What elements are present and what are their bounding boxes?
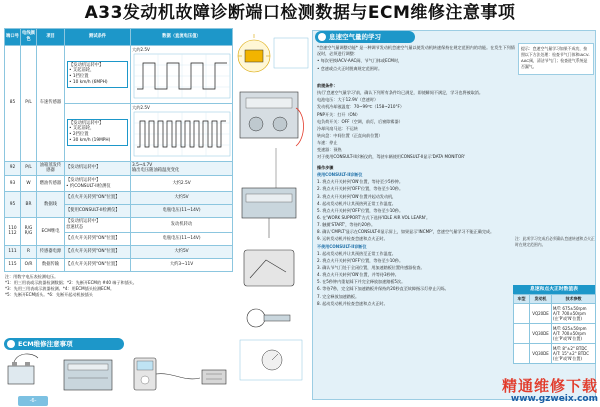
cell-data: 3.5~4.7V 输出电压随油箱温度变化 (131, 161, 233, 176)
cell-condition: 【点火开关转到"ON"位置】 (65, 232, 131, 245)
operation-subtitle-manual: 不使用CONSULT-II诊断仪 (317, 243, 367, 249)
header-spec: 技术参数 (552, 295, 596, 304)
note-line: *3：先用三用表或示波器检测。*4：用ECM插头检测ECM。 (5, 285, 115, 291)
ecm-box-icon (242, 148, 296, 238)
cell-color: R (21, 245, 37, 258)
operation-step: 7. 完全释放加速踏板。 (317, 293, 360, 299)
condition-box: 【发动机运转中】 • 支起前轮， • 1挡位置 • 10 km/h (6MPH) (67, 61, 128, 88)
ignition-key-icon (240, 309, 302, 380)
cell-pin: 115 (5, 258, 21, 271)
check-engine-lamp-icon (238, 34, 308, 72)
operation-step: 2. 将点火开关转到'OFF'位置，等待至少10秒。 (317, 257, 404, 263)
cell-condition: 【使用CONSULT-II检测仪】 (65, 205, 131, 218)
operation-block (317, 165, 515, 308)
table-row (514, 324, 596, 344)
cell-color: P/L (21, 45, 37, 161)
header-engine: 发动机 (530, 295, 552, 304)
notes (4, 272, 232, 300)
operation-step: 1. 起动发动机并让其预热至正常工作温度。 (317, 250, 396, 256)
operation-step: 7. 触摸'START'，等待约20秒。 (317, 222, 376, 228)
cell-model (514, 344, 530, 364)
cell-data: 大约5V (131, 192, 233, 205)
operation-step: 4. 将点火开关转到'ON'位置，并等待3秒钟。 (317, 272, 399, 278)
table-row (5, 161, 233, 176)
idle-spec-table (513, 294, 596, 364)
logo-url: www.gzweix.com (510, 394, 598, 404)
idle-spec-table-box (513, 285, 595, 364)
prerequisite-item: 电池电压：大于12.9V（怠速时） (317, 97, 379, 103)
operation-step: 3. 确认节气门处于全闭位置，用加速踏板位置传感器检查。 (317, 264, 425, 270)
note-line: *1：用三用表或示波器检测数据；*2：先断开ECM的 #40 端子和插头。 (5, 279, 137, 285)
data-label: 大约2.5V (132, 104, 150, 110)
cell-waveform (131, 45, 233, 103)
idle-spec-title: 息速和点火正时数值表 (513, 285, 595, 294)
cell-color: W (21, 176, 37, 192)
cell-condition: 【点火开关转到"ON"位置】 (65, 245, 131, 258)
cell-data: 大约2.5V (131, 176, 233, 192)
operation-step: 6. 在'WORK SUPPORT'方式下选择'IDLE AIR VOL LEARN'。 (317, 214, 431, 220)
pin-data-table (4, 28, 233, 272)
waveform-chart-2 (133, 111, 231, 157)
section-bullet-icon (7, 340, 15, 348)
cell-condition: 【点火开关转到"ON"位置】 (65, 192, 131, 205)
operation-step: 6. 等待7秒，完全踩下加速踏板并保持约20秒直至故障指示灯停止闪烁。 (317, 286, 449, 292)
middle-illustrations (236, 28, 310, 400)
cell-color: BR (21, 192, 37, 218)
intro-list-item: • 怠速或点火正时脱离规定范围时。 (317, 65, 383, 71)
header-pin: 端口号 (5, 29, 21, 46)
ecm-unit-icon (64, 360, 112, 390)
tester-icon (134, 358, 200, 390)
table-row (5, 245, 233, 258)
table-row (5, 218, 233, 233)
condition-box: 【发动机运转中】 • 支起前轮， • 2挡位置 • 30 km/h (19MPH) (67, 119, 128, 146)
prerequisite-item: 电负荷开关：OFF（空调，前灯，后窗除雾器） (317, 118, 403, 124)
cell-item: ECM继电 (37, 218, 65, 246)
table-row (514, 304, 596, 324)
table-row (5, 176, 233, 192)
prerequisite-item: 对于使用CONSULT-II诊断仪的，驾驶车辆使用CONSULT-II显示'DATA MONITOR' (317, 154, 466, 160)
cell-engine: VQ30DE (530, 324, 552, 344)
operation-step: 8. 起动发动机并检查怠速和点火正时。 (317, 300, 388, 306)
ecm-illustration-svg (4, 352, 232, 396)
cell-pin: 110 112 (5, 218, 21, 246)
cell-spec: M/T: 8°±2° BTDC A/T: 15°±2° BTDC (在'P'或'N'位置) (552, 344, 596, 364)
cell-condition (65, 45, 131, 103)
page-number: -6- (18, 396, 48, 406)
table-row (5, 192, 233, 205)
tips-box: 提示：怠速空气量学习如果不成功，按照以下方法处理：检查节气门体和IACV-AAC阀，清洁节气门；检查进气系统是否漏气。 (518, 43, 594, 75)
cell-spec: M/T: 675±50rpm A/T: 700±50rpm (在'P'或'N'位置) (552, 304, 596, 324)
intro-list-item: • 每次更换IACV-AAC阀、节气门体或ECM时， (317, 58, 403, 64)
operation-step: 3. 将点火开关转到'ON'位置并起动发动机， (317, 193, 397, 199)
site-logo (470, 378, 598, 406)
cell-color: R/G R/G (21, 218, 37, 246)
operation-step: 5. 在5秒钟内重复踩下并完全释放加速踏板5次。 (317, 279, 406, 285)
ecm-section-header (4, 338, 124, 350)
header-model: 车型 (514, 295, 530, 304)
cell-waveform (131, 103, 233, 161)
idle-air-learning-panel (312, 30, 596, 400)
intro-paragraph: *怠速空气量调整功能* 是一种调节发动机怠速空气量以使发动机转速保持在规定范围内的功能。在发生下列情况时，必须进行调整： (317, 45, 515, 57)
side-note: 注：此项学习完成后必须确认怠速转速和点火正时在规定范围内。 (515, 236, 595, 247)
cell-item: 数据线 (37, 192, 65, 218)
operation-title: 操作步骤 (317, 165, 334, 170)
prerequisite-item: 车速：停止 (317, 140, 338, 146)
cell-item: 油箱蒸发传感器 (37, 161, 65, 176)
ecm-section-title: ECM维修注意事项 (18, 340, 73, 348)
page-title-bar (0, 0, 600, 26)
cell-engine: VQ20DE (530, 304, 552, 324)
table-header-row (5, 29, 233, 46)
prerequisite-item: 变速器：预热 (317, 147, 342, 153)
cell-item: 车速传感器 (37, 45, 65, 161)
accelerator-pedal-icon (244, 250, 294, 286)
cell-item: 数据传输 (37, 258, 65, 271)
prerequisite-item: 发动机冷却液温度：70~99℃（158~210°F） (317, 104, 404, 110)
engine-icon (240, 92, 304, 146)
cell-color: P/L (21, 161, 37, 176)
header-color: 电线颜色 (21, 29, 37, 46)
idle-air-section-title: 息速空气量的学习 (329, 33, 381, 41)
ecm-illustrations (4, 352, 232, 396)
operation-step: 9. 运转发动机并检查怠速和点火正时。 (317, 236, 388, 242)
logo-text: 精通维修下载 (501, 377, 598, 395)
intro-text-block (317, 45, 515, 73)
data-label: 大约2.5V (132, 46, 150, 52)
table-header-row (514, 295, 596, 304)
cell-item: 燃油传感器 (37, 176, 65, 192)
table-row (5, 45, 233, 103)
cell-data: 电瓶电压(11~14V) (131, 232, 233, 245)
note-line: *5：先断开ECM插头。*6：先断开起动机接插头 (5, 291, 93, 297)
cell-model (514, 304, 530, 324)
section-bullet-icon (318, 33, 326, 41)
cell-color: O/R (21, 258, 37, 271)
prerequisite-block (317, 83, 515, 162)
cell-condition: 【发动机运转中】 • 约CONSULT-II检测仪 (65, 176, 131, 192)
prerequisite-item: 转向盘：中间位置（正直向前位置） (317, 132, 383, 138)
operation-step: 1. 将点火开关转到'ON'位置，等待至少5秒钟。 (317, 179, 403, 185)
cell-model (514, 324, 530, 344)
cell-pin: 93 (5, 176, 21, 192)
cell-data: 发动机转动 (131, 218, 233, 233)
prerequisite-title: 前提条件： (317, 83, 338, 88)
prerequisite-item: 执行'怠速空气量学习'前，确认下列所有条件均已满足，即使瞬间不满足，学习也将被取消。 (317, 90, 483, 96)
operation-step: 5. 将点火开关转到'OFF'位置，等待至少10秒。 (317, 207, 404, 213)
cell-data: 大约5V (131, 245, 233, 258)
cell-pin: 95 (5, 192, 21, 218)
table-row (5, 258, 233, 271)
cell-data: 大约3~11V (131, 258, 233, 271)
note-line: 注：用数字电压表检测电压。 (5, 273, 59, 279)
cell-item: 传感器电源 (37, 245, 65, 258)
battery-icon (8, 354, 38, 384)
connector-icon (202, 370, 226, 384)
page-title: A33发动机故障诊断端口检测数据与ECM维修注意事项 (84, 3, 516, 23)
cell-pin: 111 (5, 245, 21, 258)
cell-engine: VQ30DE (530, 344, 552, 364)
cell-spec: M/T: 625±50rpm A/T: 700±50rpm (在'P'或'N'位置) (552, 324, 596, 344)
mid-illustration-svg (236, 28, 310, 400)
idle-air-section-header (315, 31, 415, 43)
table-row (514, 344, 596, 364)
prerequisite-item: PNP开关：打开（ON） (317, 111, 360, 117)
header-data: 数据（直流电压值） (131, 29, 233, 46)
header-item: 项目 (37, 29, 65, 46)
cell-condition (65, 103, 131, 161)
operation-subtitle-consult: 使用CONSULT-II诊断仪 (317, 172, 363, 178)
operation-step: 2. 将点火开关转到'OFF'位置，等待至少10秒。 (317, 186, 404, 192)
prerequisite-item: 冷却风扇马达：不运转 (317, 125, 358, 131)
cell-pin: 85 (5, 45, 21, 161)
operation-step: 4. 起动发动机并让其预热到正常工作温度。 (317, 200, 396, 206)
cell-data: 电瓶电压(11~14V) (131, 205, 233, 218)
pin-data-table-area (4, 28, 232, 356)
cell-condition: 【发动机运转中】 (65, 161, 131, 176)
cell-pin: 92 (5, 161, 21, 176)
waveform-chart-1 (133, 53, 231, 99)
cell-condition: 【发动机运转中】 怠速状态 (65, 218, 131, 233)
header-condition: 测试条件 (65, 29, 131, 46)
operation-step: 8. 确认'CMPLT'显示在CONSULT-II显示屏上，如果显示'INCMP'，怠速空气量学习不能正确完成。 (317, 229, 495, 235)
cell-condition: 【点火开关转到"ON"位置】 (65, 258, 131, 271)
